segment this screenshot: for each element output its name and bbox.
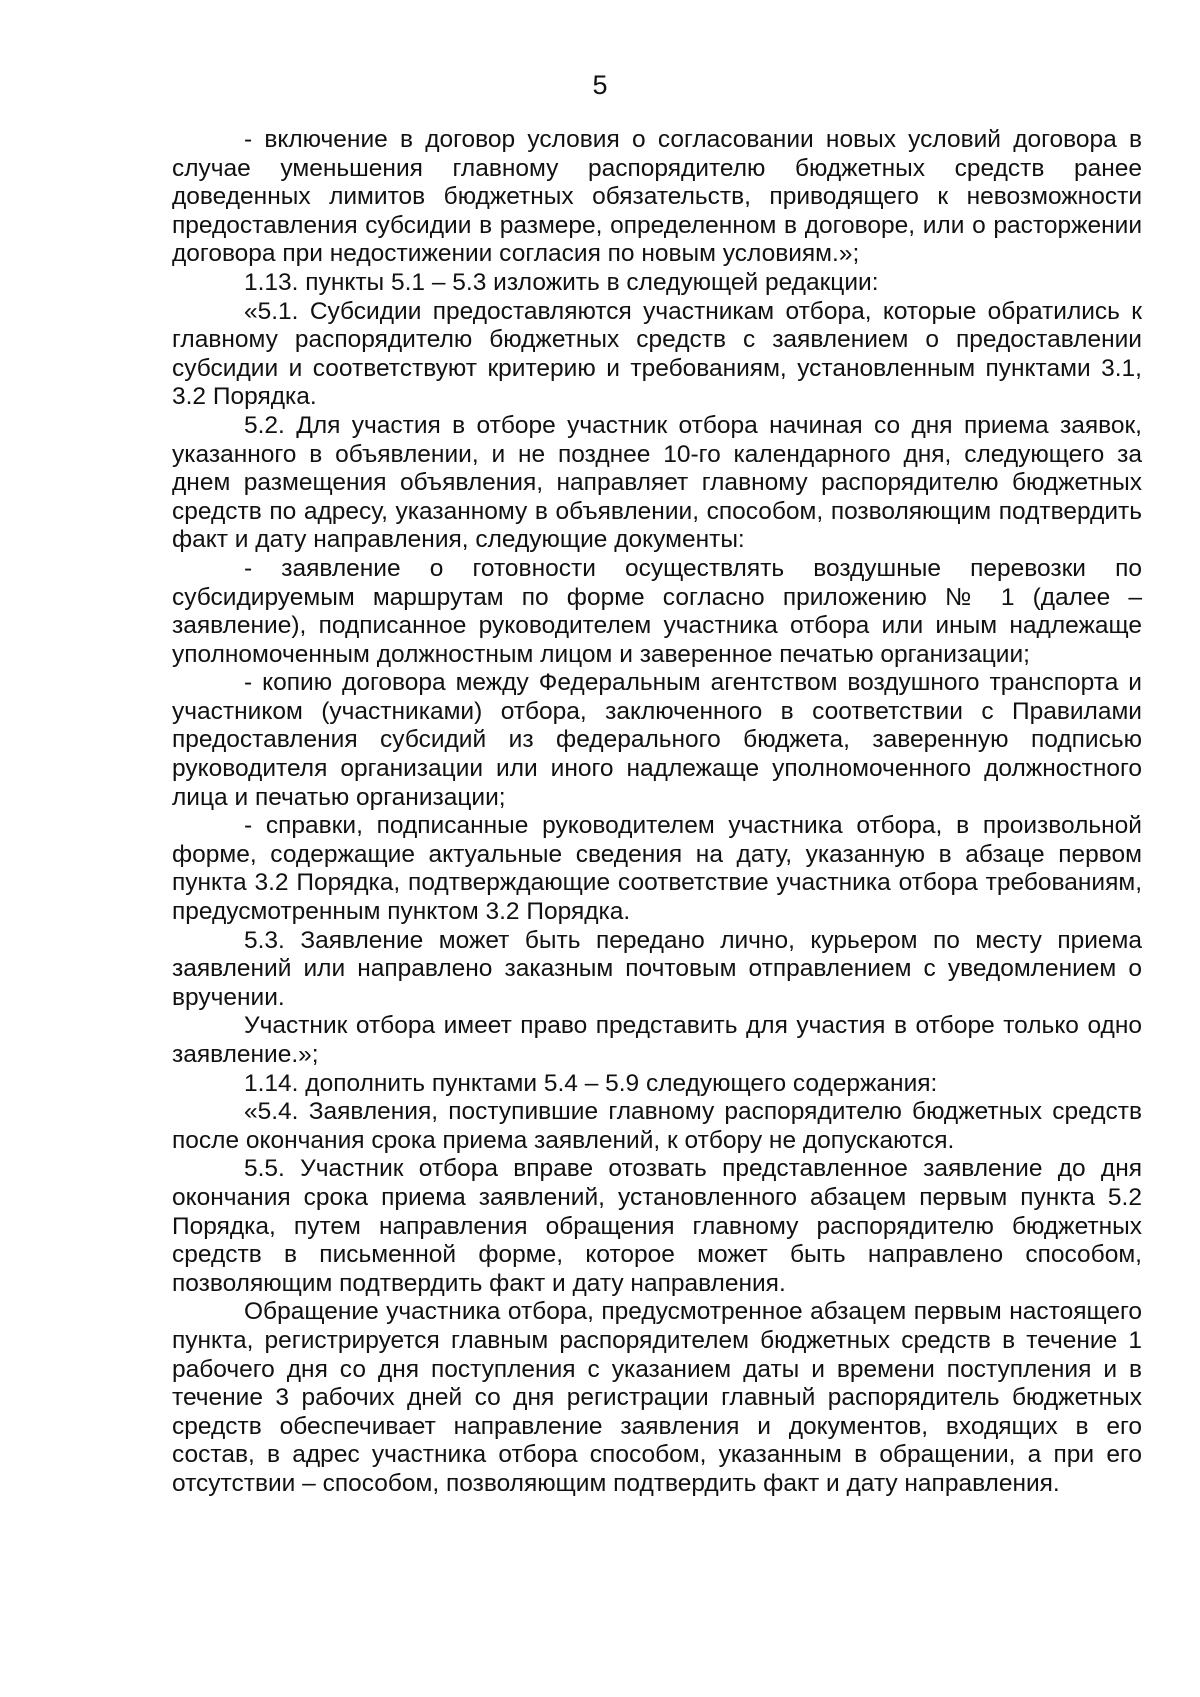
paragraph-item-1-14: 1.14. дополнить пунктами 5.4 – 5.9 следующего содержания: [244,1069,938,1097]
paragraph-item-1-13: 1.13. пункты 5.1 – 5.3 изложить в следующей редакции: [244,268,879,296]
paragraph-single-application: Участник отбора имеет право представить для участия в отборе только одно заявление.»; [172,1012,1142,1068]
paragraph-item-5-1: «5.1. Субсидии предоставляются участникам отбора, которые обратились к главному распорядителю бюджетных средств с заявлением о предоставлении субсидии и соответствуют критерию и требованиям, установленным пунктами 3.1, 3.2 Порядка. [172,297,1142,411]
paragraph-contract-copy: - копию договора между Федеральным агентством воздушного транспорта и участником (участниками) отбора, заключенного в соответствии с Правилами предоставления субсидий из федерального бюджета, заверенную подписью руководителя организации или иного надлежаще уполномоченного должностного лица и печатью организации; [172,669,1142,811]
paragraph-item-5-5: 5.5. Участник отбора вправе отозвать представленное заявление до дня окончания срока приема заявлений, установленного абзацем первым пункта 5.2 Порядка, путем направления обращения главному распорядителю бюджетных средств в письменной форме, которое может быть направлено способом, позволяющим подтвердить факт и дату направления. [172,1155,1142,1297]
paragraph-item-5-3: 5.3. Заявление может быть передано лично, курьером по месту приема заявлений или направлено заказным почтовым отправлением с уведомлением о вручении. [172,926,1142,1011]
document-body [172,126,1142,1499]
paragraph-application-statement: - заявление о готовности осуществлять воздушные перевозки по субсидируемым маршрутам по форме согласно приложению № 1 (далее – заявление), подписанное руководителем участника отбора или иным надлежаще уполномоченным должностным лицом и заверенное печатью организации; [172,554,1142,668]
paragraph-item-5-4: «5.4. Заявления, поступившие главному распорядителю бюджетных средств после окончания срока приема заявлений, к отбору не допускаются. [172,1098,1142,1154]
paragraph-item-5-2: 5.2. Для участия в отборе участник отбора начиная со дня приема заявок, указанного в объявлении, и не позднее 10-го календарного дня, следующего за днем размещения объявления, направляет главному распорядителю бюджетных средств по адресу, указанному в объявлении, способом, позволяющим подтвердить факт и дату направления, следующие документы: [172,411,1142,554]
paragraph-certificates: - справки, подписанные руководителем участника отбора, в произвольной форме, содержащие актуальные сведения на дату, указанную в абзаце первом пункта 3.2 Порядка, подтверждающие соответствие участника отбора требованиям, предусмотренным пунктом 3.2 Порядка. [172,812,1142,926]
paragraph-contract-condition: - включение в договор условия о согласовании новых условий договора в случае уменьшения главному распорядителю бюджетных средств ранее доведенных лимитов бюджетных обязательств, приводящего к невозможности предоставления субсидии в размере, определенном в договоре, или о расторжении договора при недостижении согласия по новым условиям.»; [172,126,1142,268]
paragraph-appeal-registration: Обращение участника отбора, предусмотренное абзацем первым настоящего пункта, регистрируется главным распорядителем бюджетных средств в течение 1 рабочего дня со дня поступления с указанием даты и времени поступления и в течение 3 рабочих дней со дня регистрации главный распорядитель бюджетных средств обеспечивает направление заявления и документов, входящих в его состав, в адрес участника отбора способом, указанным в обращении, а при его отсутствии – способом, позволяющим подтвердить факт и дату направления. [172,1298,1142,1497]
page-number: 5 [592,70,608,100]
